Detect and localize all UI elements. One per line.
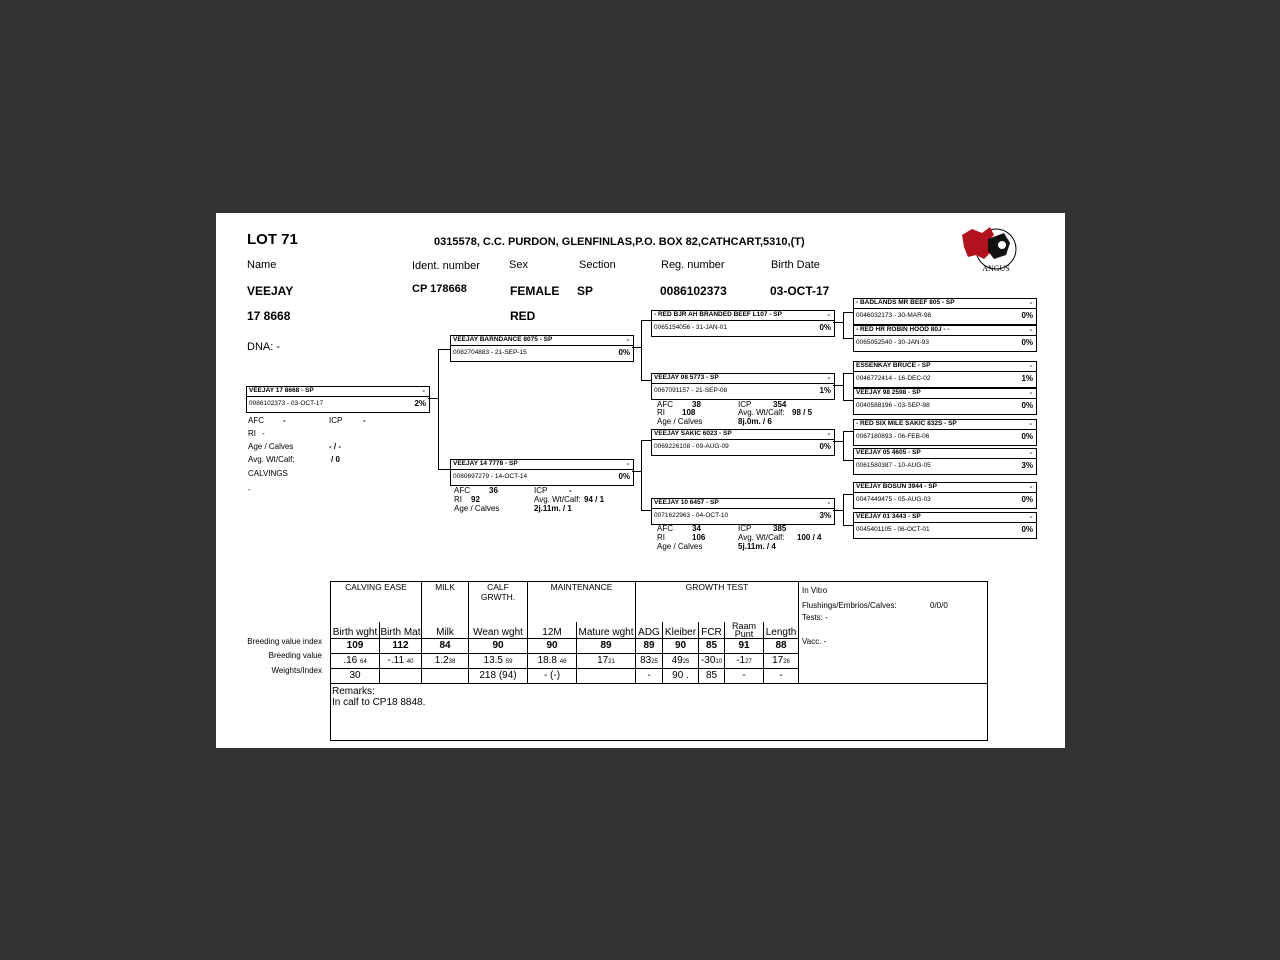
pedigree-document: LOT 71 0315578, C.C. PURDON, GLENFINLAS,P.O. BOX 82,CATHCART,5310,(T) ANGUS Name Ident. number Sex Section Reg. number Birth Date VEEJAY 17 8668 CP 178668 FEMALE RED SP 0086102373 03-OCT-17 DNA: - VEEJAY 17 8668 - SP - 0086102373 - 03-OCT-17 2% AFC - ICP - RI - Age / Calves - / - Avg. Wt/Calf: / 0 CALVINGS - VEEJAY BARNDANCE 8075 - SP - 0082704883 - 21-SEP-15 0% VEEJAY 14 7778 - SP - 0080697279 - 14-OCT-14 0% AFC 36 ICP - RI 92 Avg. Wt/Calf: 94 / 1 Age / Calves 2j.11m. / 1 - RED BJR AH BRANDED BEEF L107 - SP - 0065154056 - 31-JAN-01 0% VEEJAY 08 5773 - SP - 0067091157 - 21-SEP-08 1% AFC 38 ICP 354 RI 108 Avg. Wt/Calf: 98 / 5 Age / Calves 8j.0m. / 6 VEEJAY SAKIC 6023 - SP - 0069226108 - 09-AUG-09 0% VEEJAY 10 6457 - SP - 0071622963 - 04-OCT-10 3% AFC 34 ICP 385 RI 106 Avg. Wt/Calf: 100 / 4 Age / Calves 5j.11m. / 4 - BADLANDS MR BEEF 805 - SP - 0046032173 - 30-MAR-98 0% - RED HR ROBIN HOOD 80J - - - 0065052540 - 30-JAN-93 0% ESSENKAY BRUCE - SP - 0046772414 - 16-DEC-02 1% VEEJAY 98 2598 - SP - 0040588196 - 03-SEP-98 0% - RED SIX MILE SAKIC 832S - SP - 0067180893 - 06-FEB-06 0% VEEJAY 05 4605 - SP - 0061580387 - 10-AUG-05 3% VEEJAY BOSUN 3944 - SP - 0047449475 - 05-AUG-03 0% VEEJAY 01 3443 - SP - 0045401105 - 06-OCT-01 0% Breeding value index Breeding value Weights/Index CALVING EASE MILK CALF GRWTH. MAINTENANCE GROWTH TEST In Vitro Flushings/Embrios/Calves: 0/0/0 Tests: - Vacc. - Birth wght Birth Mat Milk Wean wght 12M Mature wght ADG Kleiber FCR Raam Punt Length 109 112 84 90 90 89 89 90 85 91 88 .16 64 -.11 40 1.238 13.5 59 18.8 46 1721 8325 4925 -3010 -127 1726 30 218 (94) - (-) - 90 . 85 - - Remarks: In calf to CP18 8848. (216, 213, 1065, 748)
grandparent-box-3: VEEJAY SAKIC 6023 - SP - 0069226108 - 09-AUG-09 0% (651, 429, 835, 456)
owner-line: 0315578, C.C. PURDON, GLENFINLAS,P.O. BOX 82,CATHCART,5310,(T) (434, 236, 805, 248)
subject-id: 0086102373 - 03-OCT-17 (249, 400, 324, 407)
sire-box: VEEJAY BARNDANCE 8075 - SP - 0082704883 - 21-SEP-15 0% (450, 335, 634, 362)
remarks-text: In calf to CP18 8848. (332, 696, 426, 708)
subject-pedigree-box: VEEJAY 17 8668 - SP - 0086102373 - 03-OCT-17 2% (246, 386, 430, 413)
great-grandparent-box-8: VEEJAY 01 3443 - SP - 0045401105 - 06-OCT-01 0% (853, 512, 1037, 539)
logo-text: ANGUS (982, 264, 1010, 273)
breeding-value-table: CALVING EASE MILK CALF GRWTH. MAINTENANCE GROWTH TEST In Vitro Flushings/Embrios/Calves: 0/0/0 Tests: - Vacc. - Birth wght Birth Mat Milk Wean wght 12M Mature wght ADG Kleiber FCR Raam Punt Length 109 112 84 90 90 89 89 90 85 91 88 .16 64 -.11 40 1.238 13.5 59 18.8 46 1721 8325 4925 -3010 -127 1726 30 218 (94) - (-) - 90 . 85 - - Remarks: In calf to CP18 8848. (330, 581, 988, 741)
animal-color: RED (510, 309, 536, 323)
row-label-bv: Breeding value (268, 651, 322, 660)
label-birth: Birth Date (771, 259, 820, 271)
label-reg: Reg. number (661, 259, 725, 271)
row-label-bvi: Breeding value index (247, 637, 322, 646)
great-grandparent-box-2: - RED HR ROBIN HOOD 80J - - - 0065052540 - 30-JAN-93 0% (853, 325, 1037, 352)
subject-pct: 2% (414, 399, 426, 408)
animal-birth: 03-OCT-17 (770, 284, 830, 298)
great-grandparent-box-5: - RED SIX MILE SAKIC 832S - SP - 0067180893 - 06-FEB-06 0% (853, 419, 1037, 446)
great-grandparent-box-6: VEEJAY 05 4605 - SP - 0061580387 - 10-AUG-05 3% (853, 448, 1037, 475)
label-name: Name (247, 259, 277, 271)
animal-section: SP (577, 284, 594, 298)
group-milk: MILK (422, 582, 469, 622)
group-maintenance: MAINTENANCE (528, 582, 636, 622)
label-sex: Sex (509, 259, 528, 271)
grandparent-box-4: VEEJAY 10 6457 - SP - 0071622963 - 04-OCT-10 3% (651, 498, 835, 525)
great-grandparent-box-3: ESSENKAY BRUCE - SP - 0046772414 - 16-DEC-02 1% (853, 361, 1037, 388)
animal-sex: FEMALE (510, 284, 560, 298)
dam-box: VEEJAY 14 7778 - SP - 0080697279 - 14-OCT-14 0% (450, 459, 634, 486)
group-calf-growth: CALF GRWTH. (469, 582, 528, 622)
animal-reg: 0086102373 (660, 284, 727, 298)
remarks-label: Remarks: (332, 685, 375, 697)
remarks-cell (331, 683, 988, 740)
row-label-wi: Weights/Index (271, 666, 322, 675)
grandparent-box-2: VEEJAY 08 5773 - SP - 0067091157 - 21-SEP-08 1% (651, 373, 835, 400)
great-grandparent-box-1: - BADLANDS MR BEEF 805 - SP - 0046032173 - 30-MAR-98 0% (853, 298, 1037, 325)
label-section: Section (579, 259, 616, 271)
grandparent-box-1: - RED BJR AH BRANDED BEEF L107 - SP - 0065154056 - 31-JAN-01 0% (651, 310, 835, 337)
animal-name: VEEJAY (247, 284, 294, 298)
subject-name: VEEJAY 17 8668 - SP (249, 387, 314, 394)
lot-number: LOT 71 (247, 231, 298, 248)
angus-logo (958, 221, 1020, 279)
group-calving-ease: CALVING EASE (331, 582, 422, 622)
group-growth-test: GROWTH TEST (636, 582, 799, 622)
in-vitro-panel: In Vitro Flushings/Embrios/Calves: 0/0/0 Tests: - Vacc. - (799, 582, 988, 684)
great-grandparent-box-4: VEEJAY 98 2598 - SP - 0040588196 - 03-SEP-98 0% (853, 388, 1037, 415)
dna-status: DNA: - (247, 341, 280, 353)
label-ident: Ident. number (412, 260, 480, 272)
animal-ident: CP 178668 (412, 283, 467, 295)
great-grandparent-box-7: VEEJAY BOSUN 3944 - SP - 0047449475 - 05-AUG-03 0% (853, 482, 1037, 509)
animal-number: 17 8668 (247, 309, 291, 323)
